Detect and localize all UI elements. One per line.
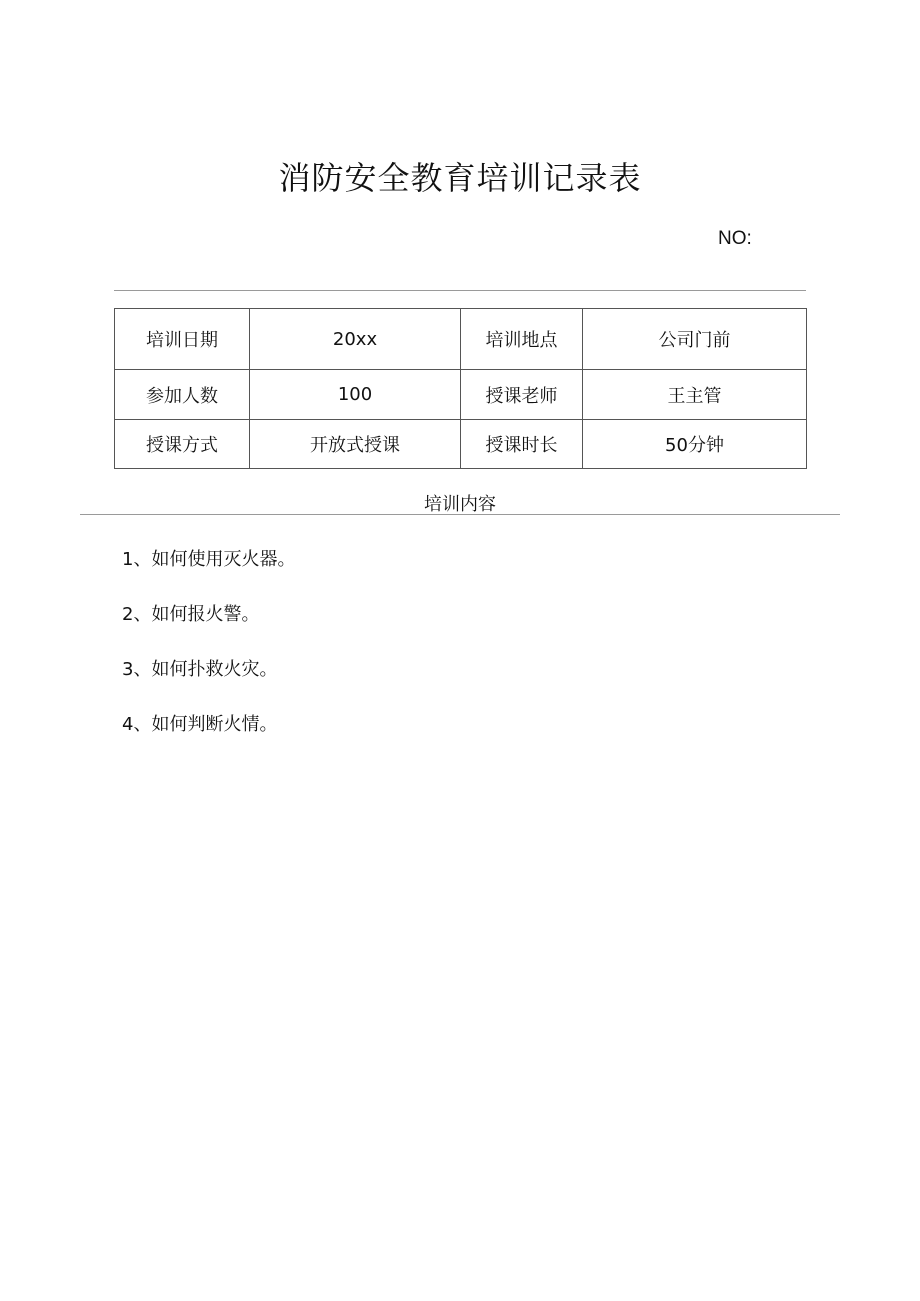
training-location-label: 培训地点: [461, 309, 583, 370]
participants-value: 100: [250, 370, 461, 420]
table-row: [115, 309, 807, 370]
top-divider: [114, 290, 806, 291]
list-item: 2、如何报火警。: [122, 604, 260, 625]
training-date-value: 20xx: [250, 309, 461, 370]
teaching-method-value: 开放式授课: [250, 420, 461, 469]
training-content-heading: 培训内容: [424, 494, 496, 515]
table-row: [115, 370, 807, 420]
teaching-method-label: 授课方式: [115, 420, 250, 469]
section-divider: [80, 514, 840, 515]
duration-label: 授课时长: [461, 420, 583, 469]
document-number-label: NO:: [718, 228, 752, 249]
document-title: 消防安全教育培训记录表: [278, 159, 642, 197]
participants-label: 参加人数: [115, 370, 250, 420]
list-item: 1、如何使用灭火器。: [122, 549, 296, 570]
instructor-label: 授课老师: [461, 370, 583, 420]
list-item: 4、如何判断火情。: [122, 714, 278, 735]
training-info-table: [114, 308, 807, 469]
list-item: 3、如何扑救火灾。: [122, 659, 278, 680]
training-location-value: 公司门前: [583, 309, 807, 370]
table-row: [115, 420, 807, 469]
duration-value: 50分钟: [583, 420, 807, 469]
instructor-value: 王主管: [583, 370, 807, 420]
training-date-label: 培训日期: [115, 309, 250, 370]
